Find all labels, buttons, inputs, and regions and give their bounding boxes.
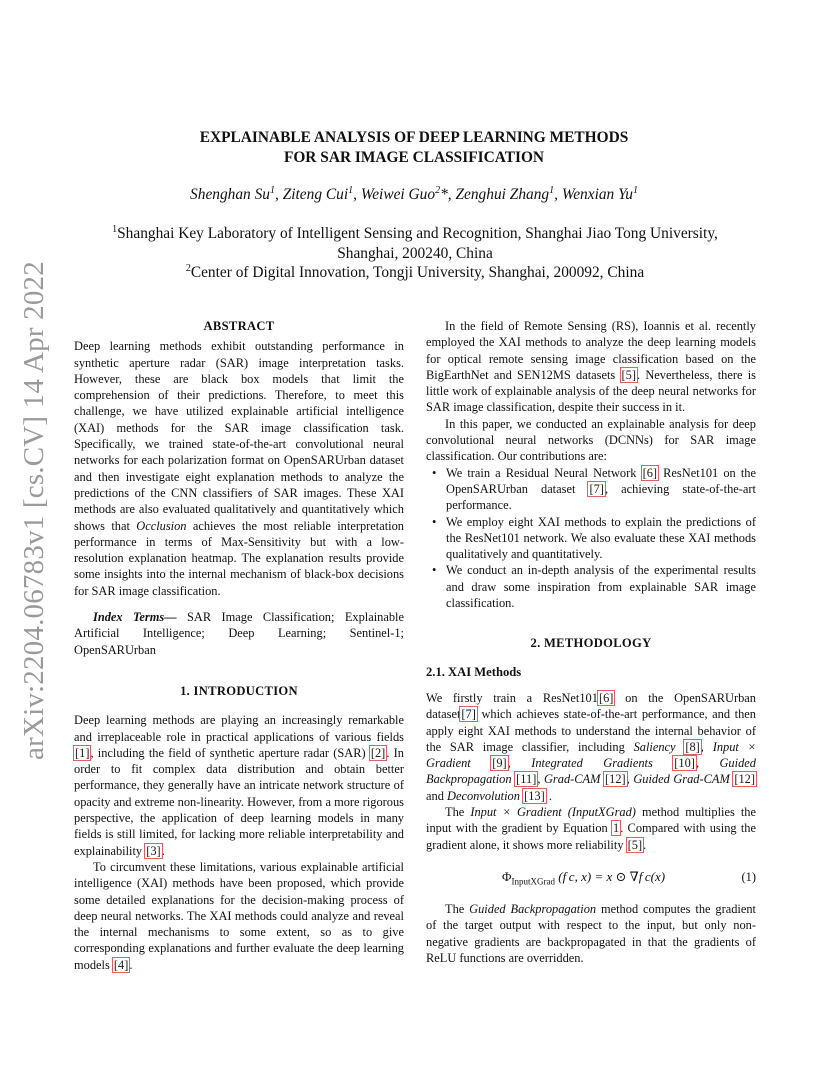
method-paragraph-1: We firstly train a ResNet101[6] on the OpenSARUrban dataset[7] which achieves state-of-the-art performance, and then apply eight XAI methods to understand the internal behavior of the SAR image classifier, including Saliency [8], Input × Gradient [9], Integrated Gradients [10], Guided Backpropagation [11], Grad-CAM [12], Guided Grad-CAM [12] and Deconvolution [13] . [426, 690, 756, 803]
contributions-list [426, 465, 756, 612]
methodology-heading: 2. METHODOLOGY [530, 636, 652, 651]
left-column [74, 318, 404, 973]
citation-link[interactable]: [3] [146, 843, 161, 858]
subsection-heading: 2.1. XAI Methods [426, 664, 522, 679]
citation-link[interactable]: [6] [598, 690, 614, 705]
method-paragraph-3: The Guided Backpropagation method computes the gradient of the target output with respect to the input, but only non-negative gradients are backpropagated in that the gradients of ReLU functions are overridden. [426, 901, 756, 965]
index-terms: Index Terms— SAR Image Classification; Explainable Artificial Intelligence; Deep Learning; Sentinel-1; OpenSARUrban [74, 610, 404, 657]
author: Wenxian Yu$^1$ [561, 184, 638, 203]
paper-title [0, 128, 828, 167]
author-list [0, 186, 828, 204]
citation-link[interactable]: [2] [370, 745, 386, 760]
title-line-2: FOR SAR IMAGE CLASSIFICATION [283, 148, 545, 166]
intro-paragraph-2: To circumvent these limitations, various explainable artificial intelligence (XAI) methods have been proposed, which provide some detailed explanations for the decision-making process of deep neural networks. The XAI methods could analyze and reveal the internal mechanisms to some extent, so as to give corresponding explanations and further evaluate the deep learning models [4]. [74, 859, 404, 972]
arxiv-side-label[interactable]: arXiv:2204.06783v1 [cs.CV] 14 Apr 2022 [18, 261, 50, 760]
intro-paragraph-1: Deep learning methods are playing an increasingly remarkable and irreplaceable role in practical applications of various fields [1], including the field of synthetic aperture radar (SAR) [2]. In order to fit complex data distribution and obtain better performance, they generally have an intricate network structure of opacity and extreme non-linearity. However, from a more rigorous perspective, the application of deep learning models in many fields is still limited, for lacking more reliable interpretability and explainability [3]. [74, 713, 404, 858]
intro-paragraph-3: In the field of Remote Sensing (RS), Ioannis et al. recently employed the XAI methods to analyze the deep learning models for optical remote sensing image classification based on the BigEarthNet and SEN12MS datasets [5]. Nevertheless, there is little work of explainable analysis of the deep neural networks for SAR image classification, despite their success in it. [426, 319, 756, 415]
method-paragraph-2: The Input × Gradient (InputXGrad) method multiplies the input with the gradient by Equation 1. Compared with using the gradient alone, it shows more reliability [5]. [426, 805, 756, 852]
intro-paragraph-4: In this paper, we conducted an explainable analysis for deep convolutional neural networks (DCNNs) for SAR image classification. Our contributions are: [426, 416, 756, 464]
affiliations [60, 224, 770, 283]
list-item: • We employ eight XAI methods to explain the predictions of the ResNet101 network. We also evaluate these XAI methods qualitatively and quantitatively. [446, 514, 756, 563]
right-column [426, 318, 756, 966]
citation-link[interactable]: [1] [75, 745, 90, 760]
affiliation-1: $^1$Shanghai Key Laboratory of Intelligent Sensing and Recognition, Shanghai Jiao Tong University, [112, 223, 718, 242]
citation-link[interactable]: [8] [685, 739, 700, 754]
equation-1 [426, 867, 756, 889]
list-item: • We train a Residual Neural Network [6] ResNet101 on the OpenSARUrban dataset [7], achieving state-of-the-art performance. [446, 465, 756, 514]
affiliation-2: $^2$Center of Digital Innovation, Tongji University, Shanghai, 200092, China [185, 263, 645, 282]
citation-link[interactable]: [4] [113, 957, 129, 972]
citation-link[interactable]: [13] [524, 788, 545, 803]
abstract-body: Deep learning methods exhibit outstanding performance in synthetic aperture radar (SAR) image interpretation tasks. However, these are black box models that limit the comprehension of their predictions. Therefore, to meet this challenge, we have utilized explainable artificial intelligence (XAI) methods for the SAR image classification task. Specifically, we trained state-of-the-art convolutional neural networks for each polarization format on OpenSARUrban dataset and then investigate eight explanation methods to analyze the predictions of the CNN classifiers of SAR images. These XAI methods are also evaluated qualitatively and quantitatively which shows that Occlusion achieves the most reliable interpretation performance in terms of Max-Sensitivity but with a low-resolution explanation heatmap. The explanation results provide some insights into the internal mechanism of black-box decisions for SAR image classification. [74, 339, 404, 598]
citation-link[interactable]: [5] [627, 837, 643, 852]
author: Shenghan Su$^1$, [190, 184, 283, 203]
author: Ziteng Cui$^1$, [282, 184, 361, 203]
author: Weiwei Guo$^2$*, [360, 184, 456, 203]
citation-link[interactable]: [7] [589, 481, 604, 496]
abstract-heading: ABSTRACT [203, 319, 275, 333]
equation-number: (1) [741, 869, 756, 884]
author: Zenghui Zhang$^1$, [455, 184, 562, 203]
citation-link[interactable]: [9] [492, 756, 507, 771]
citation-link[interactable]: [11] [516, 772, 537, 787]
list-item: • We conduct an in-depth analysis of the experimental results and draw some inspiration from explainable SAR image classification. [446, 562, 756, 611]
introduction-heading: 1. INTRODUCTION [180, 683, 298, 698]
citation-link[interactable]: [10] [674, 756, 695, 771]
citation-link[interactable]: [12] [605, 772, 626, 787]
citation-link[interactable]: [6] [642, 465, 658, 480]
affiliation-1-city: Shanghai, 200240, China [337, 244, 493, 262]
equation-expression: $\Phi_{InputXGrad}$ (f c, x) = x ⊙ ∇f c(x) [502, 868, 666, 887]
title-line-1: EXPLAINABLE ANALYSIS OF DEEP LEARNING METHODS [199, 129, 629, 146]
citation-link[interactable]: [5] [621, 367, 636, 382]
citation-link[interactable]: [7] [461, 707, 476, 722]
equation-link[interactable]: 1 [612, 821, 620, 836]
citation-link[interactable]: [12] [734, 772, 755, 787]
